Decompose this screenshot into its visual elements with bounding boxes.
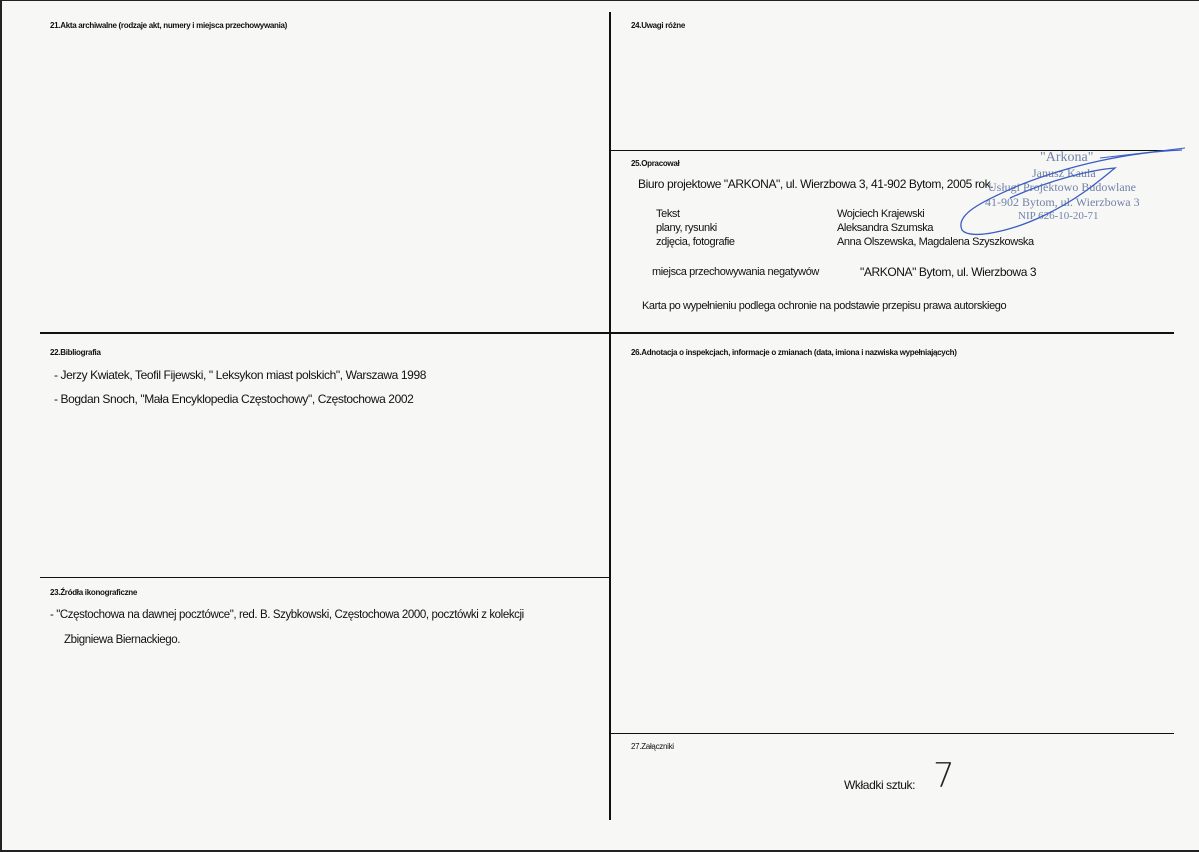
iconography-line-1: - "Częstochowa na dawnej pocztówce", red. B. Szybkowski, Częstochowa 2000, pocztówki z kolekcji: [50, 609, 524, 621]
stamp-line-3: Usługi Projektowo Budowlane: [988, 180, 1136, 194]
stamp-line-2: Janusz Kaula: [1032, 166, 1096, 180]
negatives-value: "ARKONA" Bytom, ul. Wierzbowa 3: [860, 265, 1037, 279]
section-23-label: 23.Źródła ikonograficzne: [50, 588, 138, 597]
section-25-org-line: Biuro projektowe "ARKONA", ul. Wierzbowa 3, 41-902 Bytom, 2005 rok.: [638, 177, 994, 191]
stamp-line-5: NIP 626-10-20-71: [1018, 210, 1099, 222]
role-plans: plany, rysunki: [656, 222, 717, 234]
role-text: Tekst: [656, 208, 680, 220]
divider-26-27: [611, 733, 1174, 734]
inserts-label: Wkładki sztuk:: [844, 778, 916, 792]
role-plans-name: Aleksandra Szumska: [837, 222, 934, 234]
section-21-label: 21.Akta archiwalne (rodzaje akt, numery i miejsca przechowywania): [50, 21, 288, 30]
section-25-label: 25.Opracował: [631, 159, 680, 168]
section-27-label: 27.Załączniki: [631, 742, 674, 751]
signature-mark: [950, 140, 1190, 240]
role-photos: zdjęcia, fotografie: [656, 236, 735, 248]
inserts-count: 7: [933, 756, 955, 796]
section-24-label: 24.Uwagi różne: [631, 21, 686, 30]
negatives-label: miejsca przechowywania negatywów: [652, 266, 819, 278]
stamp-line-1: "Arkona": [1040, 150, 1094, 165]
section-22-label: 22.Bibliografia: [50, 348, 101, 357]
divider-22-23: [40, 577, 610, 578]
bibliography-item-1: - Jerzy Kwiatek, Teofil Fijewski, " Leksykon miast polskich", Warszawa 1998: [54, 368, 426, 382]
role-photos-name: Anna Olszewska, Magdalena Szyszkowska: [837, 236, 1034, 248]
copyright-note: Karta po wypełnieniu podlega ochronie na podstawie przepisu prawa autorskiego: [642, 300, 1007, 312]
center-divider: [609, 12, 611, 820]
role-text-name: Wojciech Krajewski: [837, 208, 925, 220]
divider-row1-row2: [40, 332, 1174, 334]
bibliography-item-2: - Bogdan Snoch, "Mała Encyklopedia Częstochowy", Częstochowa 2002: [54, 392, 414, 406]
section-26-label: 26.Adnotacja o inspekcjach, informacje o zmianach (data, imiona i nazwiska wypełniających): [631, 348, 957, 357]
stamp-line-4: 41-902 Bytom, ul. Wierzbowa 3: [985, 195, 1140, 209]
iconography-line-2: Zbigniewa Biernackiego.: [64, 634, 181, 646]
